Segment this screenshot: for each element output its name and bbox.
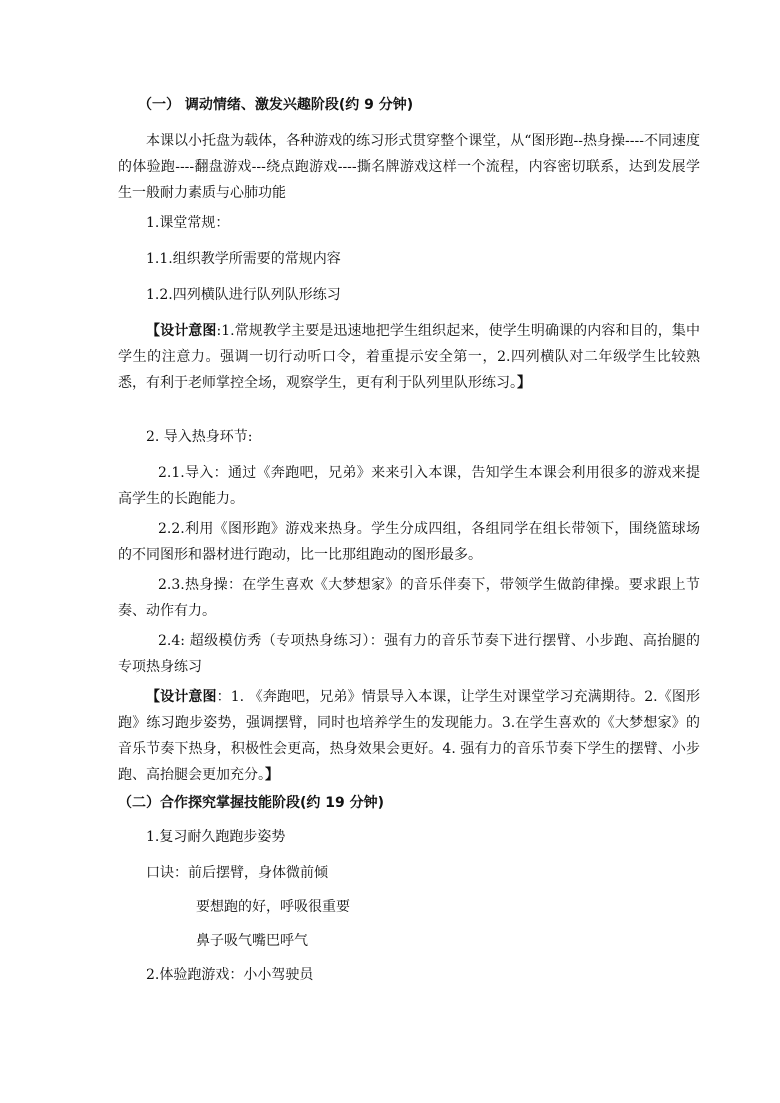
design-intent-2	[118, 684, 700, 788]
rhyme-line-1-text: 前后摆臂，身体微前倾	[188, 865, 328, 881]
section1-intro: 本课以小托盘为载体，各种游戏的练习形式贯穿整个课堂，从“图形跑--热身操----不同速度的体验跑----翻盘游戏---绕点跑游戏----撕名牌游戏这样一个流程，内容密切联系，达到发展学生一般耐力素质与心肺功能	[118, 133, 700, 201]
section1-heading: （一） 调动情绪、激发兴趣阶段(约 9 分钟)	[138, 97, 414, 113]
item-2-1: 2.1.导入：通过《奔跑吧，兄弟》来来引入本课，告知学生本课会利用很多的游戏来提高学生的长跑能力。	[118, 465, 700, 507]
design-intent-1-text: :1.常规教学主要是迅速地把学生组织起来，使学生明确课的内容和目的，集中学生的注意力。强调一切行动听口令，着重提示安全第一，2.四列横队对二年级学生比较熟悉，有利于老师掌控全场，观察学生，更有利于队列里队形练习。	[118, 323, 701, 391]
rhyme-line-3: 鼻子吸气嘴巴呼气	[196, 933, 308, 949]
section2-heading: （二）合作探究掌握技能阶段(约 19 分钟)	[118, 795, 385, 811]
rhyme-line-2: 要想跑的好，呼吸很重要	[196, 899, 350, 915]
item-2-4: 2.4: 超级模仿秀（专项热身练习）：强有力的音乐节奏下进行摆臂、小步跑、高抬腿的专项热身练习	[118, 633, 700, 675]
design-intent-1-end: 】	[517, 375, 531, 391]
design-intent-2-label: 【设计意图	[146, 689, 217, 705]
item-1: 1.课堂常规：	[146, 215, 230, 231]
rhyme-line-1	[146, 860, 328, 886]
design-intent-2-end: 】	[265, 767, 279, 783]
item-1-2: 1.2.四列横队进行队列队形练习	[146, 287, 341, 303]
item-2-3: 2.3.热身操：在学生喜欢《大梦想家》的音乐伴奏下，带领学生做韵律操。要求跟上节奏、动作有力。	[118, 577, 700, 619]
item-2: 2. 导入热身环节:	[146, 429, 253, 445]
item-2-2: 2.2.利用《图形跑》游戏来热身。学生分成四组，各组同学在组长带领下，围绕篮球场的不同图形和器材进行跑动，比一比那组跑动的图形最多。	[118, 521, 700, 563]
rhyme-label: 口诀：	[146, 865, 188, 881]
design-intent-2-text: ：1. 《奔跑吧，兄弟》情景导入本课，让学生对课堂学习充满期待。2.《图形跑》练习跑步姿势，强调摆臂，同时也培养学生的发现能力。3.在学生喜欢的《大梦想家》的音乐节奏下热身，积极性会更高，热身效果会更好。4. 强有力的音乐节奏下学生的摆臂、小步跑、高抬腿会更加充分。	[118, 689, 700, 783]
section2-item-2: 2.体验跑游戏：小小驾驶员	[146, 967, 314, 983]
design-intent-1	[118, 318, 700, 396]
design-intent-1-label: 【设计意图	[146, 323, 217, 339]
section2-item-1: 1.复习耐久跑跑步姿势	[146, 829, 286, 845]
item-1-1: 1.1.组织教学所需要的常规内容	[146, 251, 341, 267]
